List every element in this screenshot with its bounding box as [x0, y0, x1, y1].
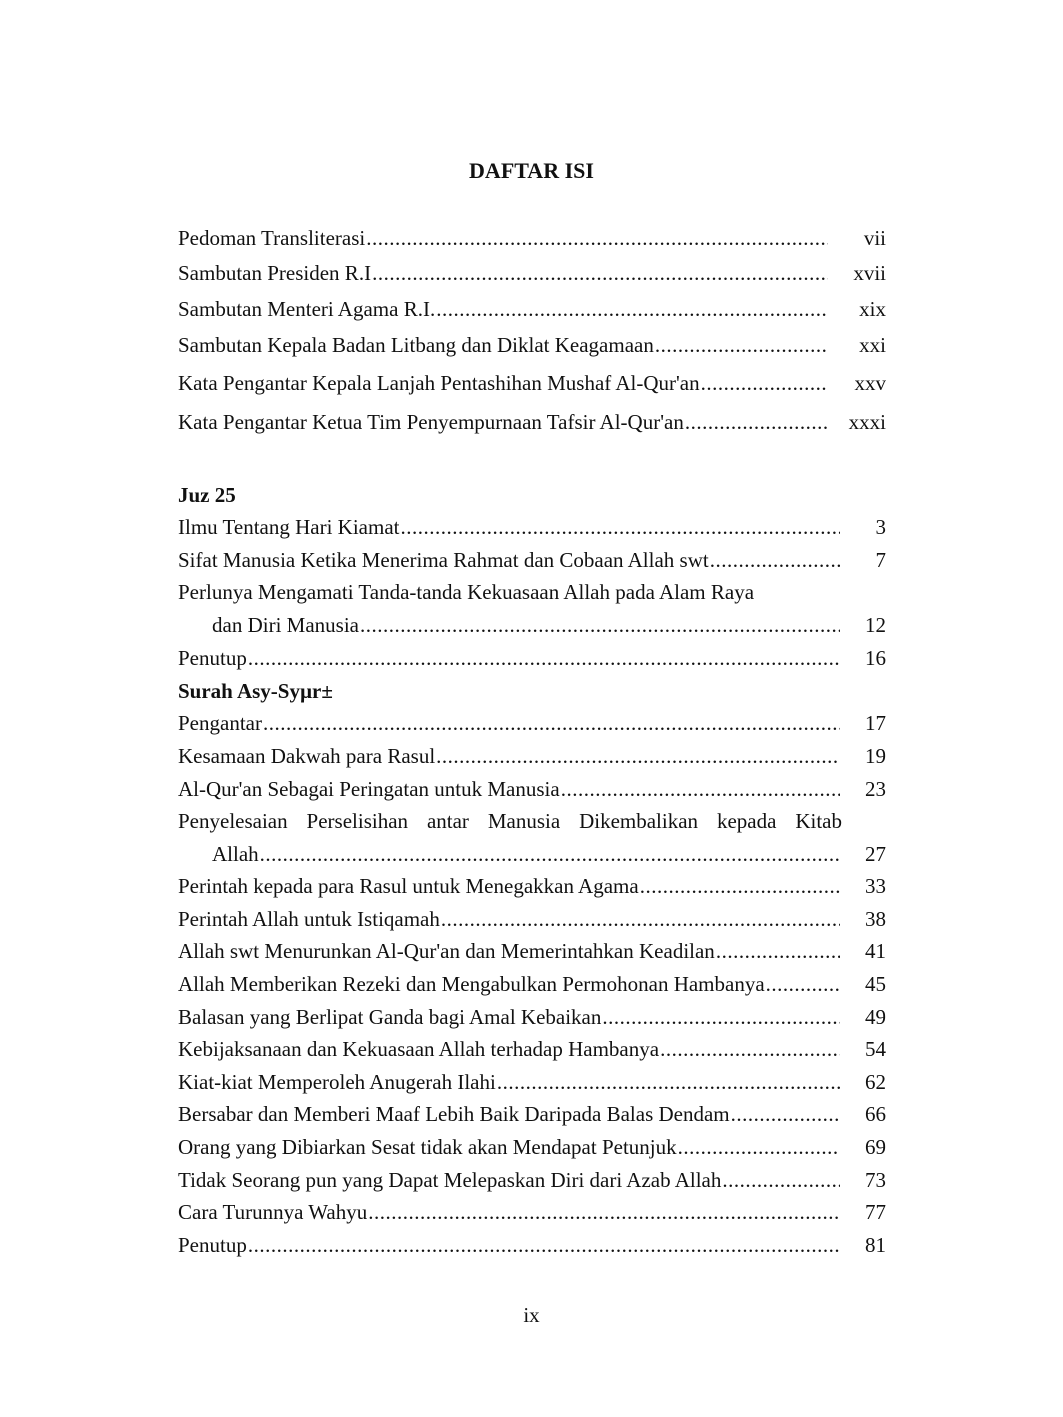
toc-entry-page: 73 [865, 1168, 886, 1192]
toc-entry-label: Sambutan Kepala Badan Litbang dan Diklat Keagamaan [178, 333, 654, 357]
dot-leader [710, 544, 840, 576]
toc-entry[interactable] [178, 740, 886, 772]
dot-leader [441, 903, 840, 935]
toc-entry-page: xxv [854, 371, 886, 395]
toc-entry-page: 27 [865, 842, 886, 866]
toc-entry-label-line1[interactable]: Perlunya Mengamati Tanda-tanda Kekuasaan Allah pada Alam Raya [178, 580, 755, 604]
dot-leader [602, 1001, 840, 1033]
toc-entry-page: 23 [865, 777, 886, 801]
toc-entry[interactable] [212, 609, 886, 641]
toc-entry-label: Ilmu Tentang Hari Kiamat [178, 515, 400, 539]
toc-entry-label: Al-Qur'an Sebagai Peringatan untuk Manusia [178, 777, 560, 801]
toc-entry-label: Perintah kepada para Rasul untuk Menegakkan Agama [178, 874, 639, 898]
toc-entry-page: 69 [865, 1135, 886, 1159]
toc-entry[interactable] [178, 1229, 886, 1261]
toc-entry-label: Allah swt Menurunkan Al-Qur'an dan Memerintahkan Keadilan [178, 939, 715, 963]
toc-entry[interactable] [178, 367, 886, 399]
dot-leader [701, 367, 828, 399]
toc-entry-page: 33 [865, 874, 886, 898]
toc-entry-label: Kata Pengantar Kepala Lanjah Pentashihan Mushaf Al-Qur'an [178, 371, 700, 395]
toc-entry-label: dan Diri Manusia [212, 613, 359, 637]
dot-leader [660, 1033, 840, 1065]
toc-entry-page: 3 [875, 515, 886, 539]
toc-entry[interactable] [178, 511, 886, 543]
toc-entry[interactable] [178, 1098, 886, 1130]
toc-entry-label: Tidak Seorang pun yang Dapat Melepaskan Diri dari Azab Allah [178, 1168, 722, 1192]
toc-entry-page: 45 [865, 972, 886, 996]
toc-entry-label-line1[interactable]: Penyelesaian Perselisihan antar Manusia Dikembalikan kepada Kitab [178, 809, 842, 833]
toc-entry[interactable] [178, 968, 886, 1000]
toc-entry-label: Penutup [178, 646, 247, 670]
toc-entry-page: 16 [865, 646, 886, 670]
dot-leader [360, 609, 840, 641]
toc-entry-page: xix [859, 297, 886, 321]
toc-entry[interactable] [178, 329, 886, 361]
page-number: ix [523, 1303, 540, 1327]
toc-entry[interactable] [178, 642, 886, 674]
dot-leader [716, 935, 840, 967]
toc-entry-page: 54 [865, 1037, 886, 1061]
toc-entry-page: 17 [865, 711, 886, 735]
dot-leader [401, 511, 841, 543]
dot-leader [685, 406, 828, 438]
toc-entry-label: Sambutan Menteri Agama R.I. [178, 297, 436, 321]
dot-leader [722, 1164, 840, 1196]
toc-entry-page: 49 [865, 1005, 886, 1029]
toc-entry-label: Kebijaksanaan dan Kekuasaan Allah terhadap Hambanya [178, 1037, 660, 1061]
toc-entry-label: Sambutan Presiden R.I [178, 261, 372, 285]
toc-entry-page: xxi [859, 333, 886, 357]
toc-entry[interactable] [178, 935, 886, 967]
toc-entry[interactable] [178, 293, 886, 325]
toc-entry-label: Balasan yang Berlipat Ganda bagi Amal Kebaikan [178, 1005, 602, 1029]
toc-entry-page: 77 [865, 1200, 886, 1224]
toc-entry-page: xvii [853, 261, 886, 285]
toc-entry-label: Pedoman Transliterasi [178, 226, 366, 250]
toc-entry[interactable] [178, 544, 886, 576]
toc-entry-label: Kiat-kiat Memperoleh Anugerah Ilahi [178, 1070, 496, 1094]
dot-leader [640, 870, 840, 902]
toc-entry[interactable] [178, 1131, 886, 1163]
dot-leader [366, 222, 828, 254]
toc-entry-label: Allah [212, 842, 259, 866]
toc-entry-page: 66 [865, 1102, 886, 1126]
toc-entry[interactable] [178, 1033, 886, 1065]
toc-entry-label: Orang yang Dibiarkan Sesat tidak akan Mendapat Petunjuk [178, 1135, 677, 1159]
toc-entry-label: Kata Pengantar Ketua Tim Penyempurnaan Tafsir Al-Qur'an [178, 410, 684, 434]
toc-entry-page: 41 [865, 939, 886, 963]
juz-heading: Juz 25 [178, 483, 236, 507]
toc-entry[interactable] [178, 773, 886, 805]
toc-entry[interactable] [178, 870, 886, 902]
toc-entry-page: 7 [875, 548, 886, 572]
toc-entry-label: Sifat Manusia Ketika Menerima Rahmat dan Cobaan Allah swt [178, 548, 709, 572]
dot-leader [436, 293, 828, 325]
toc-entry[interactable] [178, 707, 886, 739]
toc-entry[interactable] [178, 1164, 886, 1196]
toc-entry[interactable] [178, 1196, 886, 1228]
toc-entry-label: Penutup [178, 1233, 247, 1257]
toc-entry[interactable] [178, 1001, 886, 1033]
toc-entry-label: Bersabar dan Memberi Maaf Lebih Baik Daripada Balas Dendam [178, 1102, 730, 1126]
dot-leader [766, 968, 840, 1000]
toc-entry[interactable] [178, 257, 886, 289]
dot-leader [655, 329, 828, 361]
toc-entry-label: Cara Turunnya Wahyu [178, 1200, 368, 1224]
toc-entry-page: 12 [865, 613, 886, 637]
dot-leader [731, 1098, 840, 1130]
toc-entry-page: vii [863, 226, 886, 250]
dot-leader [260, 838, 840, 870]
dot-leader [263, 707, 840, 739]
toc-entry-label: Perintah Allah untuk Istiqamah [178, 907, 440, 931]
dot-leader [497, 1066, 840, 1098]
toc-entry-page: 19 [865, 744, 886, 768]
dot-leader [248, 1229, 840, 1261]
toc-entry-page: 38 [865, 907, 886, 931]
toc-entry[interactable] [212, 838, 886, 870]
dot-leader [561, 773, 840, 805]
toc-entry-page: xxxi [848, 410, 886, 434]
toc-entry-label: Kesamaan Dakwah para Rasul [178, 744, 436, 768]
toc-entry[interactable] [178, 903, 886, 935]
toc-entry-label: Pengantar [178, 711, 262, 735]
page-title: DAFTAR ISI [469, 158, 594, 183]
toc-entry[interactable] [178, 222, 886, 254]
toc-entry[interactable] [178, 406, 886, 438]
surah-heading: Surah Asy-Syµr± [178, 679, 333, 703]
toc-entry-page: 81 [865, 1233, 886, 1257]
dot-leader [368, 1196, 840, 1228]
dot-leader [436, 740, 840, 772]
toc-entry-label: Allah Memberikan Rezeki dan Mengabulkan Permohonan Hambanya [178, 972, 765, 996]
toc-entry[interactable] [178, 1066, 886, 1098]
dot-leader [372, 257, 828, 289]
toc-entry-page: 62 [865, 1070, 886, 1094]
dot-leader [678, 1131, 840, 1163]
dot-leader [248, 642, 840, 674]
